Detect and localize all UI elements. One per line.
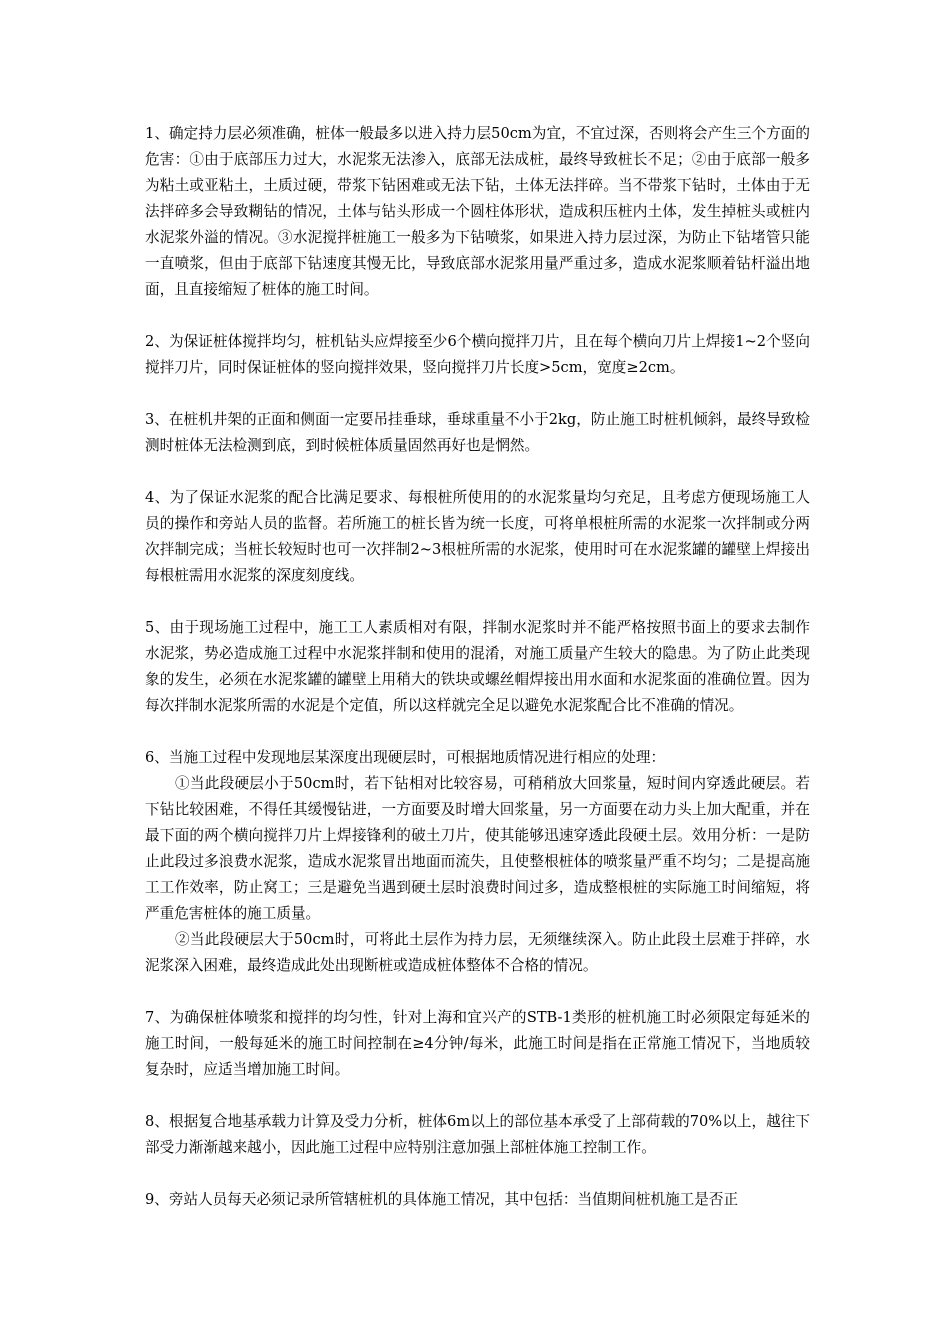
paragraph-1: 1、确定持力层必须准确，桩体一般最多以进入持力层50cm为宜，不宜过深，否则将会产生三个方面的危害：①由于底部压力过大，水泥浆无法渗入，底部无法成桩，最终导致桩长不足；②由于底部一般多为粘土或亚粘土，土质过硬，带浆下钻困难或无法下钻，土体无法拌碎。当不带浆下钻时，土体由于无法拌碎多会导致糊钻的情况，土体与钻头形成一个圆柱体形状，造成积压桩内土体，发生掉桩头或桩内水泥浆外溢的情况。③水泥搅拌桩施工一般多为下钻喷浆，如果进入持力层过深，为防止下钻堵管只能一直喷浆，但由于底部下钻速度其慢无比，导致底部水泥浆用量严重过多，造成水泥浆顺着钻杆溢出地面，且直接缩短了桩体的施工时间。 bbox=[145, 125, 810, 298]
paragraph-7: 7、为确保桩体喷浆和搅拌的均匀性，针对上海和宜兴产的STB-1类形的桩机施工时必须限定每延米的施工时间，一般每延米的施工时间控制在≥4分钟/每米，此施工时间是指在正常施工情况下，当地质较复杂时，应适当增加施工时间。 bbox=[145, 1009, 810, 1078]
paragraph-3: 3、在桩机井架的正面和侧面一定要吊挂垂球，垂球重量不小于2kg，防止施工时桩机倾斜，最终导致检测时桩体无法检测到底，到时候桩体质量固然再好也是惘然。 bbox=[145, 411, 810, 454]
paragraph-gap bbox=[145, 589, 810, 615]
paragraph-gap bbox=[145, 459, 810, 485]
paragraph-6-sub-2: ②当此段硬层大于50cm时，可将此土层作为持力层，无须继续深入。防止此段土层难于拌碎，水泥浆深入困难，最终造成此处出现断桩或造成桩体整体不合格的情况。 bbox=[145, 931, 810, 974]
paragraph-9: 9、旁站人员每天必须记录所管辖桩机的具体施工情况，其中包括：当值期间桩机施工是否正 bbox=[145, 1191, 739, 1208]
paragraph-4: 4、为了保证水泥浆的配合比满足要求、每根桩所使用的的水泥浆量均匀充足，且考虑方便现场施工人员的操作和旁站人员的监督。若所施工的桩长皆为统一长度，可将单根桩所需的水泥浆一次拌制或分两次拌制完成；当桩长较短时也可一次拌制2~3根桩所需的水泥浆，使用时可在水泥浆罐的罐壁上焊接出每根桩需用水泥浆的深度刻度线。 bbox=[145, 489, 810, 584]
paragraph-gap bbox=[145, 1161, 810, 1187]
paragraph-2: 2、为保证桩体搅拌均匀，桩机钻头应焊接至少6个横向搅拌刀片，且在每个横向刀片上焊接1~2个竖向搅拌刀片，同时保证桩体的竖向搅拌效果，竖向搅拌刀片长度>5cm，宽度≥2cm。 bbox=[145, 333, 810, 376]
paragraph-gap bbox=[145, 979, 810, 1005]
document-page bbox=[145, 121, 810, 1213]
paragraph-6-sub-1: ①当此段硬层小于50cm时，若下钻相对比较容易，可稍稍放大回浆量，短时间内穿透此硬层。若下钻比较困难，不得任其缓慢钻进，一方面要及时增大回浆量，另一方面要在动力头上加大配重，并在最下面的两个横向搅拌刀片上焊接锋利的破土刀片，使其能够迅速穿透此段硬土层。效用分析：一是防止此段过多浪费水泥浆，造成水泥浆冒出地面而流失，且使整根桩体的喷浆量严重不均匀；二是提高施工工作效率，防止窝工；三是避免当遇到硬土层时浪费时间过多，造成整根桩的实际施工时间缩短，将严重危害桩体的施工质量。 bbox=[145, 775, 810, 922]
paragraph-gap bbox=[145, 1083, 810, 1109]
paragraph-gap bbox=[145, 719, 810, 745]
paragraph-5: 5、由于现场施工过程中，施工工人素质相对有限，拌制水泥浆时并不能严格按照书面上的要求去制作水泥浆，势必造成施工过程中水泥浆拌制和使用的混淆，对施工质量产生较大的隐患。为了防止此类现象的发生，必须在水泥浆罐的罐壁上用稍大的铁块或螺丝帽焊接出用水面和水泥浆面的准确位置。因为每次拌制水泥浆所需的水泥是个定值，所以这样就完全足以避免水泥浆配合比不准确的情况。 bbox=[145, 619, 810, 714]
paragraph-6: 6、当施工过程中发现地层某深度出现硬层时，可根据地质情况进行相应的处理： bbox=[145, 749, 666, 766]
paragraph-8: 8、根据复合地基承载力计算及受力分析，桩体6m以上的部位基本承受了上部荷载的70%以上，越往下部受力渐渐越来越小，因此施工过程中应特别注意加强上部桩体施工控制工作。 bbox=[145, 1113, 810, 1156]
paragraph-gap bbox=[145, 303, 810, 329]
paragraph-gap bbox=[145, 381, 810, 407]
